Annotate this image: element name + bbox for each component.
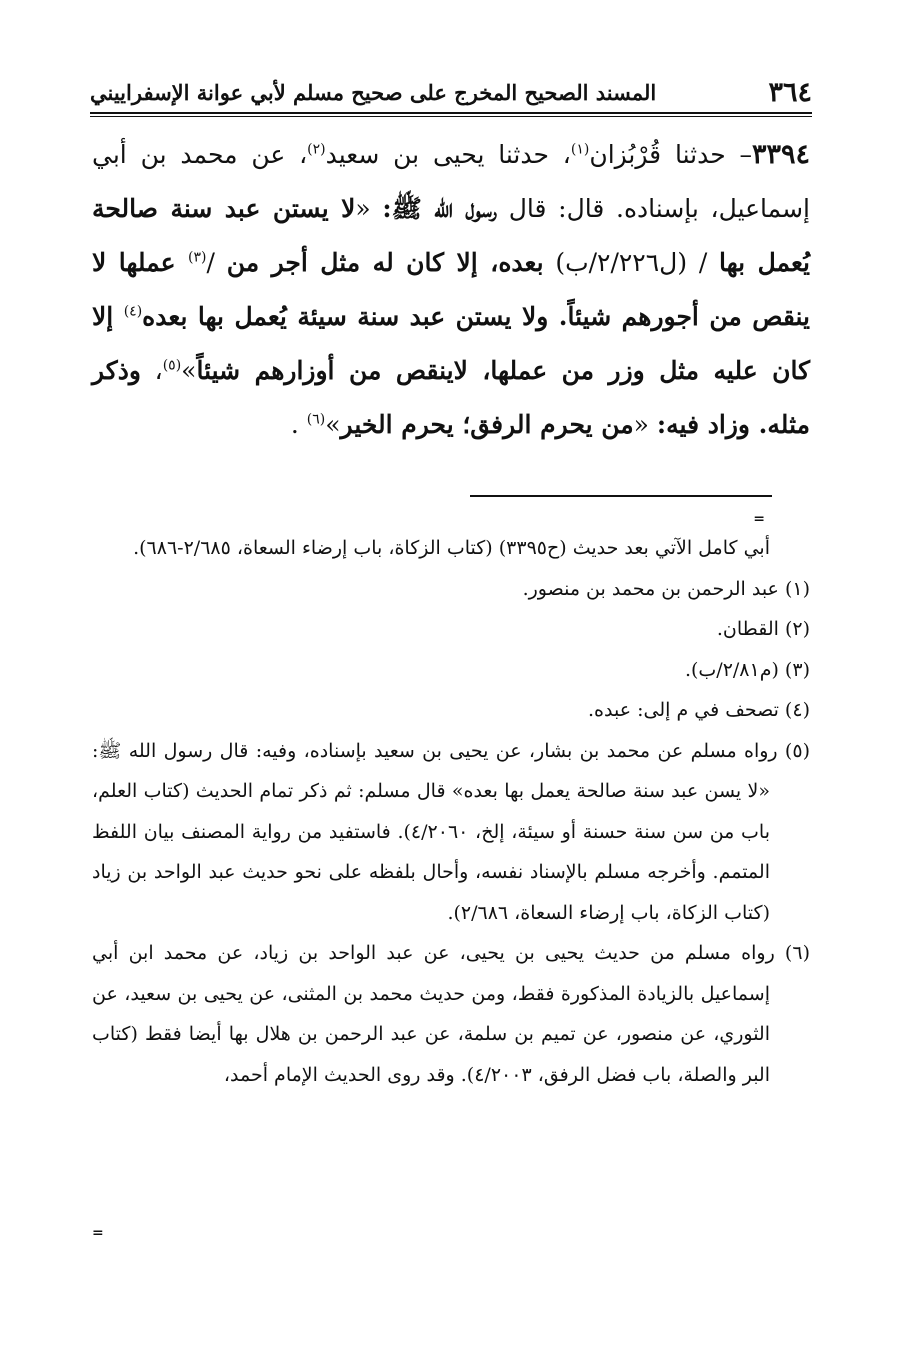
footnote-ref-5[interactable]: (٥) <box>162 357 182 374</box>
footnote-ref-1[interactable]: (١) <box>570 141 590 158</box>
manuscript-folio-ref: / (ل٢/٢٢٦/ب) <box>543 248 719 277</box>
hadith-segment: » <box>181 356 197 385</box>
footnote-3: (٣) (م٢/٨١/ب). <box>684 658 810 681</box>
hadith-segment: / <box>206 248 227 277</box>
hadith-segment: ، عن محمد بن أبي إسماعيل، بإسناده. قال: قال <box>92 140 810 223</box>
hadith-segment-bold: إلا كان عليه مثل وزر من عملها، لاينقص من أوزارهم شيئاً <box>92 302 811 385</box>
hadith-segment: ، حدثنا يحيى بن سعيد <box>325 140 571 169</box>
hadith-segment-bold: عملها لا ينقص من أجورهم شيئاً. ولا يستن عبد سنة سيئة يُعمل بها بعده <box>92 248 810 331</box>
running-title: المسند الصحيح المخرج على صحيح مسلم لأبي عوانة الإسفراييني <box>90 80 657 105</box>
continuation-mark-top: = <box>753 511 765 527</box>
page-number: ٣٦٤ <box>768 77 812 108</box>
hadith-text <box>92 128 810 452</box>
header-rule <box>90 112 812 117</box>
hadith-segment-bold: رسول الله ﷺ: <box>382 194 498 223</box>
footnotes <box>92 528 810 1095</box>
footnote-ref-6[interactable]: (٦) <box>306 411 326 428</box>
footnote-ref-2[interactable]: (٢) <box>307 141 326 158</box>
hadith-segment-bold: لا يستن عبد سنة صالحة يُعمل بها <box>92 194 811 277</box>
footnote-4: (٤) تصحف في م إلى: عبده. <box>588 699 810 721</box>
footnote-6: (٦) رواه مسلم من حديث يحيى بن يحيى، عن عبد الواحد بن زياد، عن محمد ابن أبي إسماعيل بالزيادة المذكورة فقط، ومن حديث محمد بن المثنى، عن يحيى بن سعيد، عن الثوري، عن منصور، عن تميم بن سلمة، عن عبد الرحمن بن هلال بها أيضا فقط (كتاب البر والصلة، باب فضل الرفق، ٤/٢٠٠٣). وقد روى الحديث الإمام أحمد، <box>92 942 810 1086</box>
footnote-5: (٥) رواه مسلم عن محمد بن بشار، عن يحيى بن سعيد بإسناده، وفيه: قال رسول الله ﷺ: «لا يسن عبد سنة صالحة يعمل بها بعده» قال مسلم: ثم ذكر تمام الحديث (كتاب العلم، باب من سن سنة حسنة أو سيئة، إلخ، ٤/٢٠٦٠). فاستفيد من رواية المصنف بيان اللفظ المتمم. وأخرجه مسلم بالإسناد نفسه، وأحال بلفظه على نحو حديث عبد الواحد بن زياد (كتاب الزكاة، باب إرضاء السعاة، ٢/٦٨٦). <box>92 739 810 924</box>
footnote-ref-3[interactable]: (٣) <box>188 249 207 266</box>
footnote-continuation: أبي كامل الآتي بعد حديث (ح٣٣٩٥) (كتاب الزكاة، باب إرضاء السعاة، ٢/٦٨٥-٦٨٦). <box>133 537 770 559</box>
hadith-segment: » <box>325 410 341 439</box>
hadith-segment: ، <box>140 356 163 385</box>
hadith-segment: « <box>355 194 383 223</box>
hadith-number: ٣٣٩٤ <box>751 139 810 170</box>
footnote-ref-4[interactable]: (٤) <box>123 303 143 320</box>
footnote-1: (١) عبد الرحمن بن محمد بن منصور. <box>522 577 810 600</box>
hadith-segment: . <box>290 410 307 439</box>
hadith-segment-bold: من يحرم الرفق؛ يحرم الخير <box>340 410 634 439</box>
page-header <box>90 72 812 108</box>
continuation-mark-bottom: = <box>92 1225 104 1241</box>
hadith-segment-bold: وذكر مثله. وزاد فيه: <box>92 356 810 439</box>
footnote-separator <box>470 495 772 497</box>
hadith-segment-bold: بعده، إلا كان له مثل أجر من <box>226 248 544 277</box>
hadith-segment: « <box>633 410 657 439</box>
footnote-2: (٢) القطان. <box>716 618 810 640</box>
hadith-segment: – حدثنا قُرْبُزان <box>589 140 752 169</box>
